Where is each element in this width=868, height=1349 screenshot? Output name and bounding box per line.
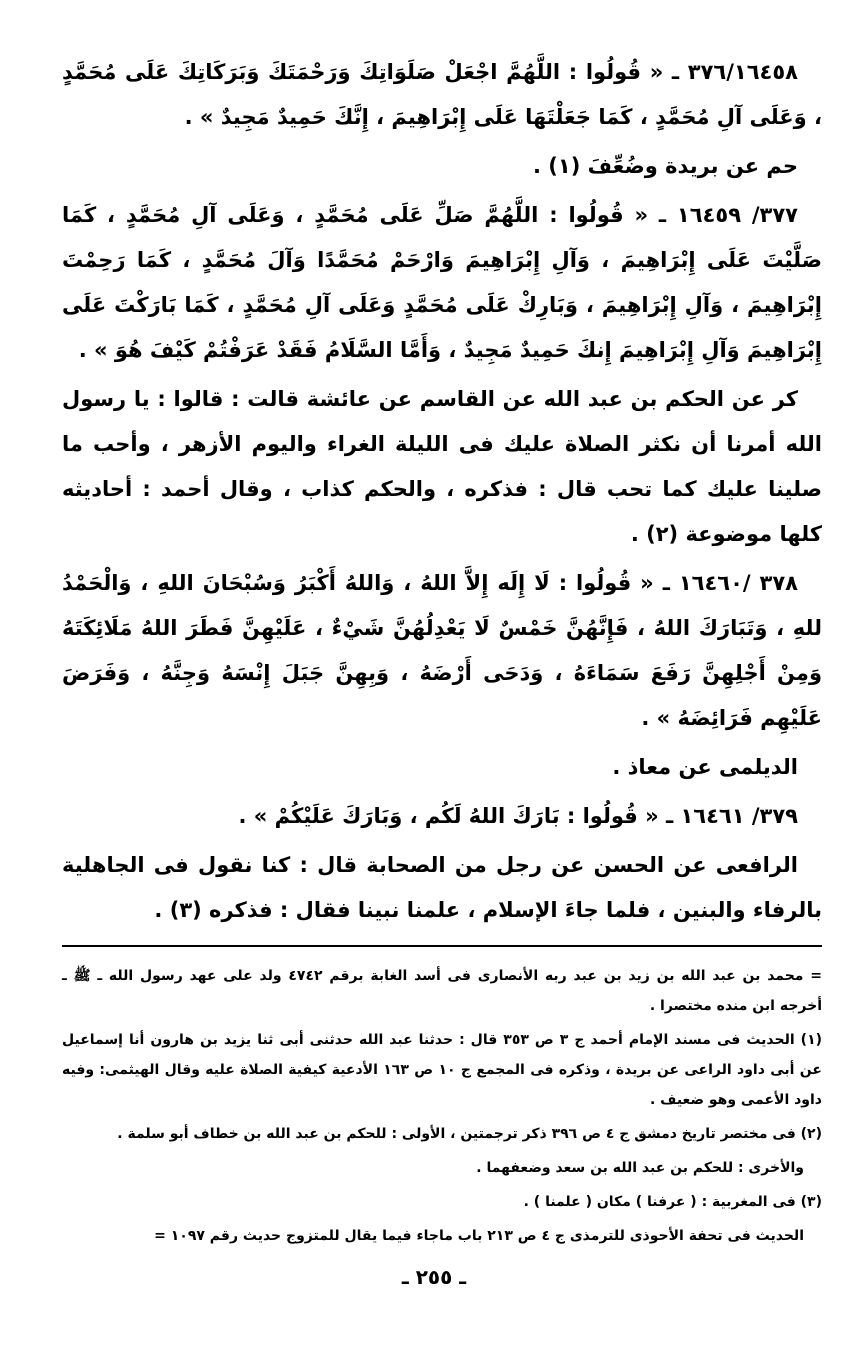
page-number: ـ ٢٥٥ ـ xyxy=(401,1265,467,1289)
hadith-377: ٣٧٧/ ١٦٤٥٩ ـ « قُولُوا : اللَّهُمَّ صَلِّ عَلَى مُحَمَّدٍ ، وَعَلَى آلِ مُحَمَّدٍ ، كَمَا صَلَّيْتَ عَلَى إِبْرَاهِيمَ ، وَآلِ إِبْرَاهِيمَ وَارْحَمْ مُحَمَّدًا وَآلَ مُحَمَّدٍ ، كَمَا رَحِمْتَ إِبْرَاهِيمَ ، وَآلِ إِبْرَاهِيمَ ، وَبَارِكْ عَلَى مُحَمَّدٍ وَعَلَى آلِ مُحَمَّدٍ ، كَمَا بَارَكْتَ عَلَى إِبْرَاهِيمَ وَآلِ إِبْرَاهِيمَ إِنكَ حَمِيدٌ مَجِيدٌ ، وَأَمَّا السَّلَامُ فَقَدْ عَرَفْتُمْ كَيْفَ هُوَ » . xyxy=(62,203,822,362)
footnote-divider xyxy=(62,945,822,947)
main-text xyxy=(62,50,822,933)
footnote-2-cont: والأخرى : للحكم بن عبد الله بن سعد وضعفهما . xyxy=(476,1160,804,1176)
hadith-379: ٣٧٩/ ١٦٤٦١ ـ « قُولُوا : بَارَكَ اللهُ لَكُم ، وَبَارَكَ عَلَيْكُمْ » . xyxy=(238,804,798,828)
book-page xyxy=(62,50,822,1255)
footnote-1: (١) الحديث فى مسند الإمام أحمد ج ٣ ص ٣٥٣ قال : حدثنا عبد الله حدثنى أبى ثنا يزيد بن هارون أنا إسماعيل عن أبى داود الراعى عن بريدة ، وذكره فى المجمع ج ١٠ ص ١٦٣ الأدعية كيفية الصلاة عليه وقال الهيثمى: وفيه داود الأعمى وهو ضعيف . xyxy=(62,1032,823,1108)
source-379: الرافعى عن الحسن عن رجل من الصحابة قال : كنا نقول فى الجاهلية بالرفاء والبنين ، فلما جاءَ الإسلام ، علمنا نبينا فقال : فذكره (٣) . xyxy=(62,853,822,922)
source-377: كر عن الحكم بن عبد الله عن القاسم عن عائشة قالت : قالوا : يا رسول الله أمرنا أن نكثر الصلاة عليك فى الليلة الغراء واليوم الأزهر ، وأحب ما صلينا عليك كما تحب قال : فذكره ، والحكم كذاب ، وقال أحمد : أحاديثه كلها موضوعة (٢) . xyxy=(62,387,822,546)
hadith-378: ٣٧٨ /١٦٤٦٠ ـ « قُولُوا : لَا إِلَه إِلاَّ اللهُ ، وَاللهُ أَكْبَرُ وَسُبْحَانَ اللهِ ، وَالْحَمْدُ للهِ ، وَتَبَارَكَ اللهُ ، فَإِنَّهُنَّ خَمْسٌ لَا يَعْدِلُهُنَّ شَيْءٌ ، عَلَيْهِنَّ فَطَرَ اللهُ مَلَائِكَتَهُ وَمِنْ أَجْلِهِنَّ رَفَعَ سَمَاءَهُ ، وَدَحَى أَرْضَهُ ، وَبِهِنَّ جَبَلَ إِنْسَهُ وَجِنَّهُ ، وَفَرَضَ عَلَيْهِم فَرَائِضَهُ » . xyxy=(62,571,822,730)
footnote-3: (٣) فى المغربية : ( عرفنا ) مكان ( علمنا ) . xyxy=(523,1194,822,1210)
footnote-3-cont: الحديث فى تحفة الأحوذى للترمذى ج ٤ ص ٢١٣ باب ماجاء فيما يقال للمتزوج حديث رقم ١٠٩٧ = xyxy=(154,1228,804,1244)
footnote-continuation: = محمد بن عبد الله بن زيد بن عبد ربه الأنصارى فى أسد الغابة برقم ٤٧٤٢ ولد على عهد رسول الله ـ ﷺ ـ أخرجه ابن منده مختصرا . xyxy=(62,968,822,1014)
footnote-2: (٢) فى مختصر تاريخ دمشق ج ٤ ص ٣٩٦ ذكر ترجمتين ، الأولى : للحكم بن عبد الله بن خطاف أبو سلمة . xyxy=(117,1126,822,1142)
source-378: الديلمى عن معاذ . xyxy=(612,755,798,779)
footnotes xyxy=(62,961,822,1251)
source-376: حم عن بريدة وضُعِّفَ (١) . xyxy=(533,154,798,178)
hadith-376: ٣٧٦/١٦٤٥٨ ـ « قُولُوا : اللَّهُمَّ اجْعَلْ صَلَوَاتِكَ وَرَحْمَتَكَ وَبَرَكَاتِكَ عَلَى مُحَمَّدٍ ، وَعَلَى آلِ مُحَمَّدٍ ، كَمَا جَعَلْتَهَا عَلَى إِبْرَاهِيمَ ، إِنَّكَ حَمِيدٌ مَجِيدٌ » . xyxy=(62,60,822,129)
